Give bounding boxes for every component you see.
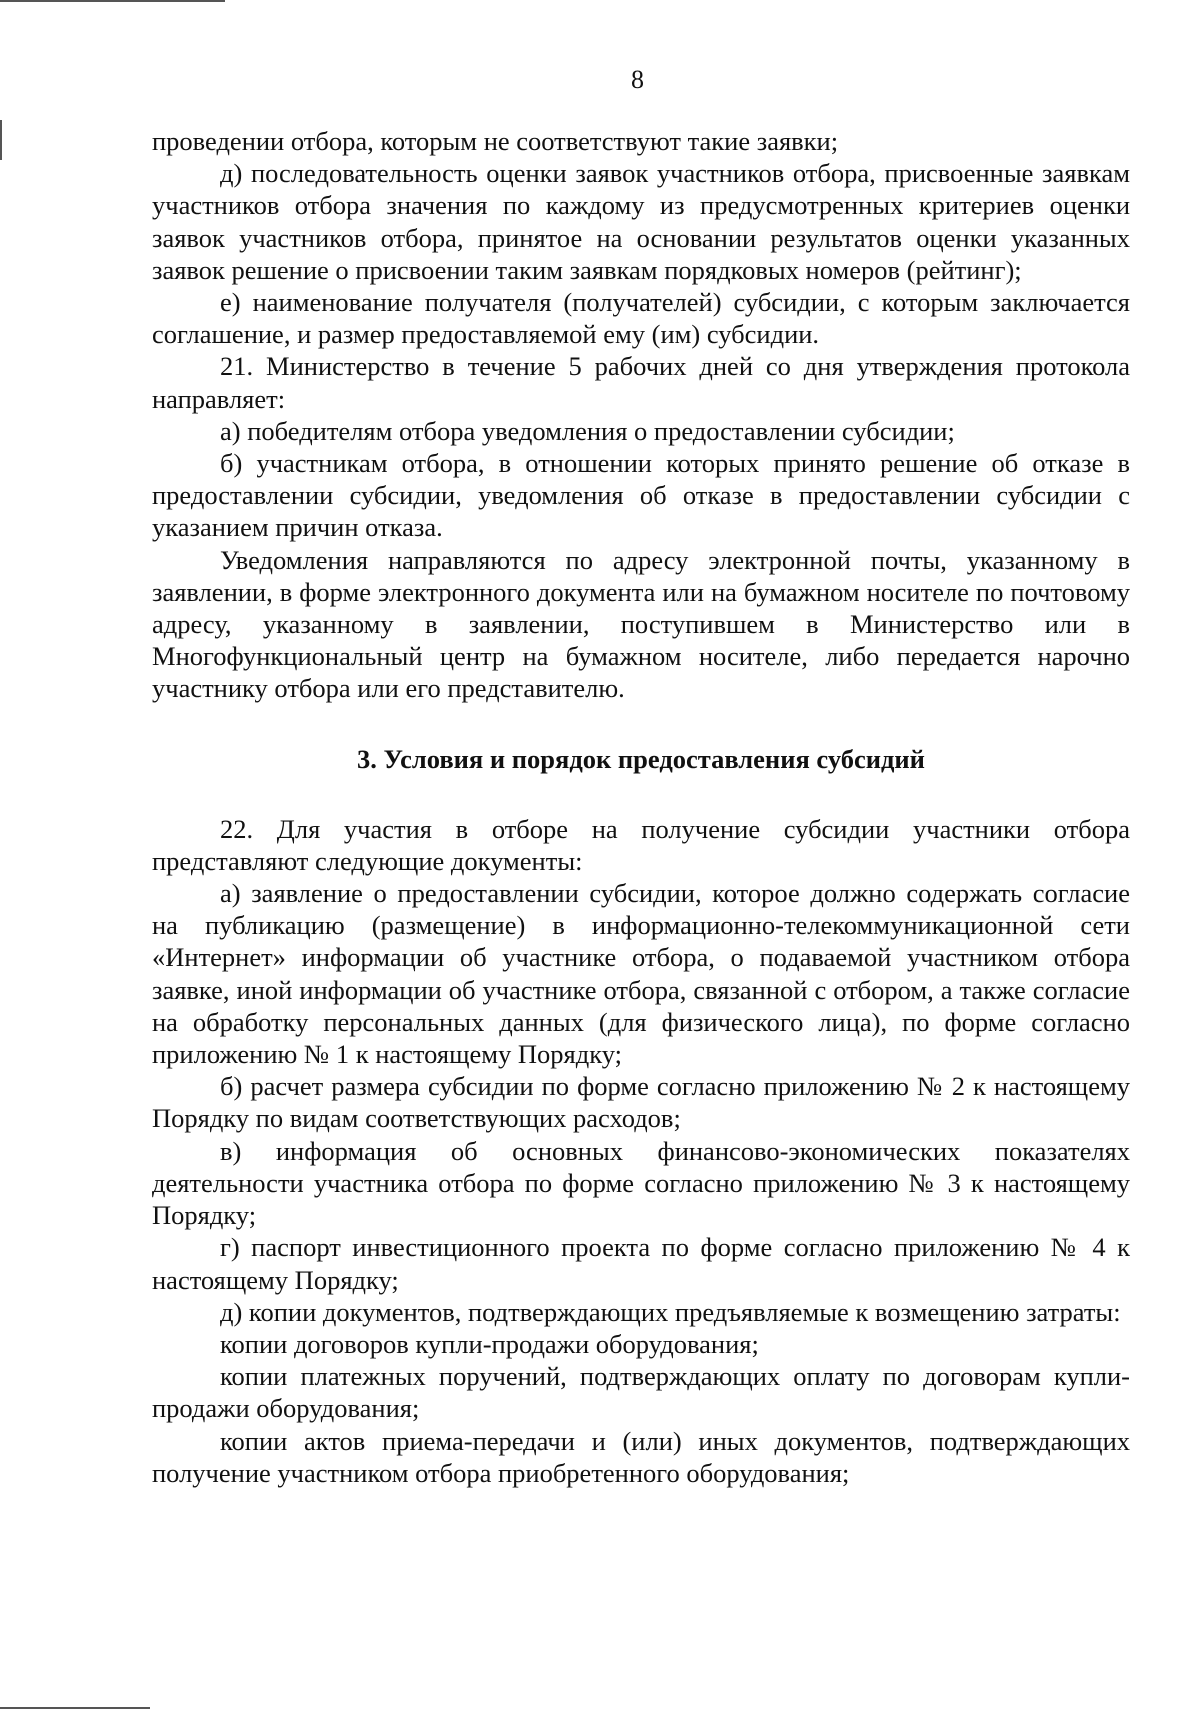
paragraph: д) копии документов, подтверждающих предъявляемые к возмещению затраты: xyxy=(220,1296,1121,1327)
document-body xyxy=(152,125,1130,1489)
paragraph: е) наименование получателя (получателей) субсидии, с которым заключается соглашение, и размер предоставляемой ему (им) субсидии. xyxy=(152,287,1130,350)
paragraph: б) расчет размера субсидии по форме согласно приложению № 2 к настоящему Порядку по видам соответствующих расходов; xyxy=(152,1071,1130,1134)
paragraph: копии договоров купли-продажи оборудования; xyxy=(220,1328,759,1359)
paragraph: а) заявление о предоставлении субсидии, которое должно содержать согласие на публикацию (размещение) в информационно-телекоммуникационной сети «Интернет» информации об участнике отбора, о подаваемой участником отбора заявке, иной информации об участнике отбора, связанной с отбором, а также согласие на обработку персональных данных (для физического лица), по форме согласно приложению № 1 к настоящему Порядку; xyxy=(152,878,1130,1070)
paragraph: 21. Министерство в течение 5 рабочих дней со дня утверждения протокола направляет: xyxy=(152,351,1130,414)
paragraph: 22. Для участия в отборе на получение субсидии участники отбора представляют следующие документы: xyxy=(152,813,1130,876)
scan-edge-mark-bottom xyxy=(0,1707,150,1709)
paragraph: а) победителям отбора уведомления о предоставлении субсидии; xyxy=(220,415,955,446)
scan-edge-mark-top xyxy=(0,0,225,2)
paragraph: б) участникам отбора, в отношении которых принято решение об отказе в предоставлении субсидии, уведомления об отказе в предоставлении субсидии с указанием причин отказа. xyxy=(152,448,1130,543)
scan-edge-mark-left xyxy=(0,120,2,160)
paragraph: копии актов приема-передачи и (или) иных документов, подтверждающих получение участником отбора приобретенного оборудования; xyxy=(152,1425,1130,1488)
section-heading: 3. Условия и порядок предоставления субсидий xyxy=(357,743,925,774)
paragraph: проведении отбора, которым не соответствуют такие заявки; xyxy=(152,126,839,156)
paragraph: копии платежных поручений, подтверждающих оплату по договорам купли-продажи оборудования; xyxy=(152,1361,1130,1424)
paragraph: Уведомления направляются по адресу электронной почты, указанному в заявлении, в форме электронного документа или на бумажном носителе по почтовому адресу, указанному в заявлении, поступившем в Министерство или в Многофункциональный центр на бумажном носителе, либо передается нарочно участнику отбора или его представителю. xyxy=(152,544,1130,704)
paragraph: д) последовательность оценки заявок участников отбора, присвоенные заявкам участников отбора значения по каждому из предусмотренных критериев оценки заявок участников отбора, принятое на основании результатов оценки указанных заявок решение о присвоении таким заявкам порядковых номеров (рейтинг); xyxy=(152,158,1130,285)
paragraphs-after-heading xyxy=(152,813,1130,1489)
paragraph: в) информация об основных финансово-экономических показателях деятельности участника отбора по форме согласно приложению № 3 к настоящему Порядку; xyxy=(152,1135,1130,1231)
paragraphs-before-heading xyxy=(152,125,1130,705)
paragraph: г) паспорт инвестиционного проекта по форме согласно приложению № 4 к настоящему Порядку; xyxy=(152,1232,1130,1295)
page-number: 8 xyxy=(631,65,644,94)
